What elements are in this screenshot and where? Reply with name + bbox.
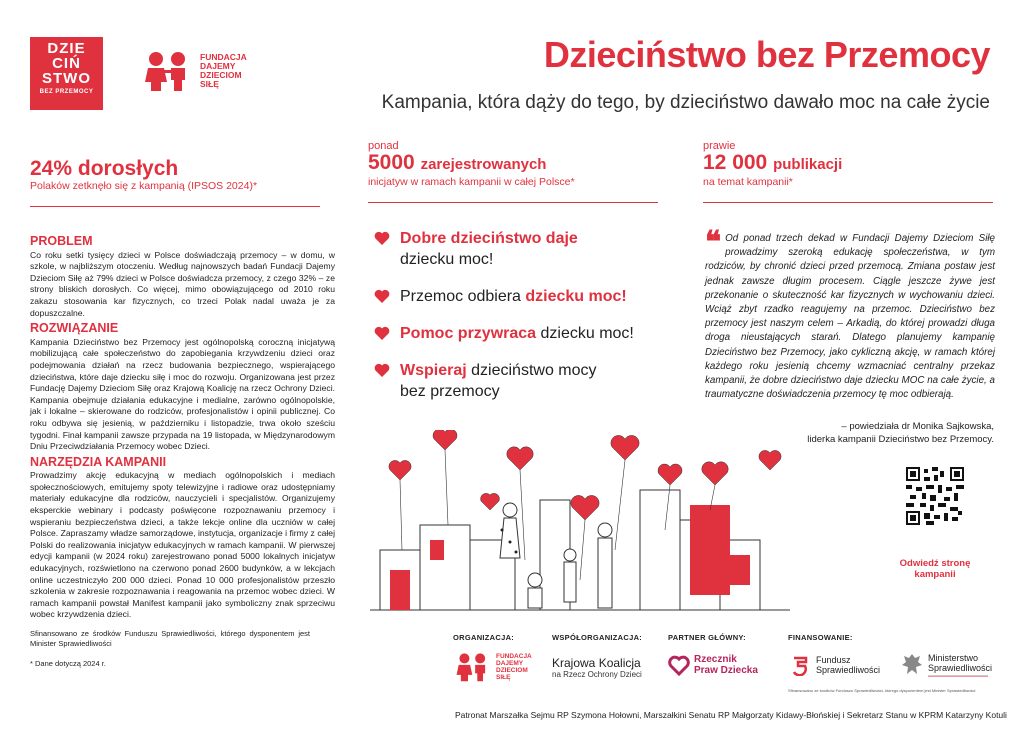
attribution-line: – powiedziała dr Monika Sajkowska,: [841, 421, 994, 432]
section-text: Kampania Dzieciństwo bez Przemocy jest ogólnopolską coroczną inicjatywą mobilizującą całe społeczeństwo do zapobiegania krzywdzeniu dzieci oraz podejmowania działań na rzecz budowania bezpiecznego, wspierającego dzieciństwa, które daje dziecku siłę i moc do rozwoju. Organizowana jest przez Fundację Dajemy Dzieciom Siłę oraz Krajową Koalicję na rzecz Ochrony Dzieci. Kampania obejmuje działania edukacyjne i medialne, zarówno ogólnopolskie, jak i lokalne – skierowane do rodziców, profesjonalistów i opinii publicznej. Co roku odbywa się jesienią, w październiku i listopadzie, trwa około sześciu tygodni. Finał kampanii zawsze przypada na 19 listopada, w Międzynarodowym Dniu Przeciwdziałania Przemocy wobec Dzieci.: [30, 336, 335, 452]
stat-value: 12 000: [703, 151, 768, 174]
stat-block: [368, 140, 658, 203]
logo-line: DZIE: [47, 40, 86, 57]
funding-note: Sfinansowano ze środków Funduszu Sprawiedliwości, którego dysponentem jest Minister Sprawiedliwości: [30, 629, 310, 648]
claim-bold: Wspieraj: [400, 362, 467, 379]
foundation-logo: [140, 50, 247, 92]
foundation-line: DZIECIOM: [200, 70, 242, 80]
eagle-emblem-icon: [900, 652, 924, 678]
rpd-icon: [668, 654, 690, 676]
stat-desc: inicjatyw w ramach kampanii w całej Polsce*: [368, 176, 575, 188]
funding-heading: FINANSOWANIE:: [788, 633, 853, 642]
partner-logo: [668, 654, 758, 676]
fundusz-name: Fundusz: [816, 655, 851, 665]
data-footnote: * Dane dotyczą 2024 r.: [30, 659, 106, 668]
page-title: Dzieciństwo bez Przemocy: [543, 34, 990, 75]
foundation-line: SIŁĘ: [496, 674, 511, 681]
foundation-line: DAJEMY: [496, 660, 524, 667]
children-icon: [140, 50, 196, 92]
claim-text: dzieciństwo mocy bez przemocy: [400, 362, 597, 400]
section-heading: ROZWIĄZANIE: [30, 321, 119, 336]
claim-text: Przemoc odbiera: [400, 288, 526, 305]
foundation-line: DAJEMY: [200, 61, 236, 71]
stat-block: [30, 158, 320, 207]
patronage-line: Patronat Marszałka Sejmu RP Szymona Hołowni, Marszałkini Senatu RP Małgorzaty Kidawy-Błońskiej i Sekretarz Stanu w KPRM Katarzyny Kotuli: [455, 710, 1007, 720]
page-subtitle: Kampania, która dąży do tego, by dzieciństwo dawało moc na całe życie: [381, 92, 990, 113]
quote-text: Od ponad trzech dekad w Fundacji Dajemy Dzieciom Siłę prowadzimy szeroką edukację społeczeństwa, w tym rodziców, by chronić dzieci przed przemocą. Zmiana postaw jest jednak zawsze długim procesem. Ciągle jeszcze żywe jest przekonanie o skuteczność kar fizycznych w wychowaniu dzieci. Wciąż zbyt rzadko reagujemy na przemoc. Dzieciństwo bez przemocy jest naszym celem – Arkadią, do której prowadzi długa droga nieustających starań. Dlatego planujemy kampanię Dzieciństwo bez Przemocy, jako cykliczną akcję, w ramach której każdego roku jesienią chcemy wzmacniać centralny przekaz kampanii, że dobre dzieciństwo daje dziecku MOC na całe życie, a traumatyczne doświadczenia przemocy tę moc odbierają.: [705, 233, 995, 401]
section-heading: PROBLEM: [30, 234, 93, 248]
foundation-logo-small: [453, 652, 532, 682]
partner-name: Praw Dziecka: [694, 665, 758, 676]
claim-text: dziecku moc!: [536, 325, 634, 342]
heart-icon: [374, 231, 390, 246]
quote-attribution: [807, 420, 994, 446]
quote-mark-icon: ❝: [705, 226, 722, 259]
foundation-line: DZIECIOM: [496, 667, 528, 674]
heart-icon: [374, 326, 390, 341]
foundation-line: SIŁĘ: [200, 79, 219, 89]
stat-unit: zarejestrowanych: [420, 156, 547, 173]
foundation-line: FUNDACJA: [496, 653, 532, 660]
claim-bold: Dobre dzieciństwo daje: [400, 230, 578, 247]
claim-bold: Pomoc przywraca: [400, 325, 537, 342]
stat-prefix: ponad: [368, 140, 399, 152]
stat-desc: Polaków zetknęło się z kampanią (IPSOS 2024)*: [30, 180, 258, 192]
qr-code[interactable]: [906, 467, 964, 525]
logo-line: CIŃ: [52, 55, 81, 72]
logo-line: STWO: [42, 70, 91, 87]
stat-desc: na temat kampanii*: [703, 176, 793, 188]
foundation-name: [200, 53, 247, 89]
claim-bold: dziecku moc!: [525, 288, 627, 305]
section-text: Co roku setki tysięcy dzieci w Polsce doświadczają przemocy – w domu, w szkole, w najbliższym otoczeniu. Według najnowszych badań Fundacji Dajemy Dzieciom Siłę aż 79% dzieci w Polsce doświadcza przemocy, z czego 32% – ze strony bliskich dorosłych. Co więcej, mimo obowiązującego od 2010 roku zakazu stosowania kar fizycznych, co trzeci Polak nadal uważa je za dopuszczalne.: [30, 249, 335, 318]
section-heading: NARZĘDZIA KAMPANII: [30, 454, 167, 469]
stat-value: 5000: [368, 151, 415, 174]
partner-name: Rzecznik: [694, 654, 737, 665]
heart-icon: [374, 363, 390, 378]
quote-block: [705, 226, 995, 402]
campaign-logo: [30, 37, 103, 110]
ministry-logo: [900, 652, 992, 678]
claim-item: [374, 360, 674, 402]
logo-sub: BEZ PRZEMOCY: [39, 89, 94, 95]
funding-fineprint: Sfinansowano ze środków Funduszu Sprawiedliwości, którego dysponentem jest Minister Sprawiedliwości: [788, 688, 976, 693]
stat-value: 24% dorosłych: [30, 157, 179, 180]
stat-unit: publikacji: [773, 156, 843, 173]
claim-item: [374, 286, 674, 307]
organizer-heading: ORGANIZACJA:: [453, 633, 515, 642]
left-column: [30, 232, 335, 669]
foundation-line: FUNDACJA: [200, 52, 247, 62]
ministry-name: Sprawiedliwości: [928, 663, 993, 673]
city-illustration: [370, 430, 790, 620]
coorganizer-heading: WSPÓŁORGANIZACJA:: [552, 633, 643, 642]
children-icon: [453, 652, 493, 682]
stat-block: [703, 140, 993, 203]
partner-heading: PARTNER GŁÓWNY:: [668, 633, 746, 642]
stat-prefix: prawie: [703, 140, 736, 152]
ministry-name: Ministerstwo: [928, 653, 979, 663]
coorganizer-logo: [552, 656, 642, 679]
section-text: Prowadzimy akcję edukacyjną w mediach ogólnopolskich i mediach społecznościowych, emitujemy spoty telewizyjne i radiowe oraz udostępniamy materiały edukacyjne dla rodziców, nauczycieli i specjalistów. Organizujemy eksperckie webinary i podcasty poświęcone rozpoznawaniu przemocy i wspieraniu bezpieczeństwa dzieci, a także lekcje online dla uczniów w całej Polsce. Zapraszamy władze samorządowe, instytucja, organizacje i firmy z całej Polski do realizowania inicjatyw edukacyjnych w ramach kampanii. W pierwszej edycji kampanii (w 2024 roku) zarejestrowano ponad 5000 lokalnych inicjatyw edukacyjnych, rozświetlono na czerwono ponad 2600 budynków, a w lekcjach online uczestniczyło 200 000 dzieci. Ponad 10 000 profesjonalistów przeszło szkolenia w zakresie rozpoznawania i reagowania na przemoc wobec dzieci. W ramach kampanii powstał Manifest kampanii jako symboliczny znak sprzeciwu wobec krzywdzenia dzieci.: [30, 470, 335, 620]
heart-icon: [374, 289, 390, 304]
coorganizer-name: Krajowa Koalicja: [552, 656, 641, 670]
attribution-line: liderka kampanii Dzieciństwo bez Przemocy.: [807, 434, 994, 445]
claim-item: [374, 323, 674, 344]
claim-text: dziecku moc!: [400, 251, 494, 268]
fundusz-logo: [790, 654, 880, 676]
claim-item: [374, 228, 674, 270]
fundusz-name: Sprawiedliwości: [816, 665, 881, 675]
coorganizer-sub: na Rzecz Ochrony Dzieci: [552, 670, 642, 679]
qr-caption: Odwiedź stronę kampanii: [899, 558, 971, 580]
fundusz-icon: [790, 654, 812, 676]
claims-list: [374, 228, 674, 418]
